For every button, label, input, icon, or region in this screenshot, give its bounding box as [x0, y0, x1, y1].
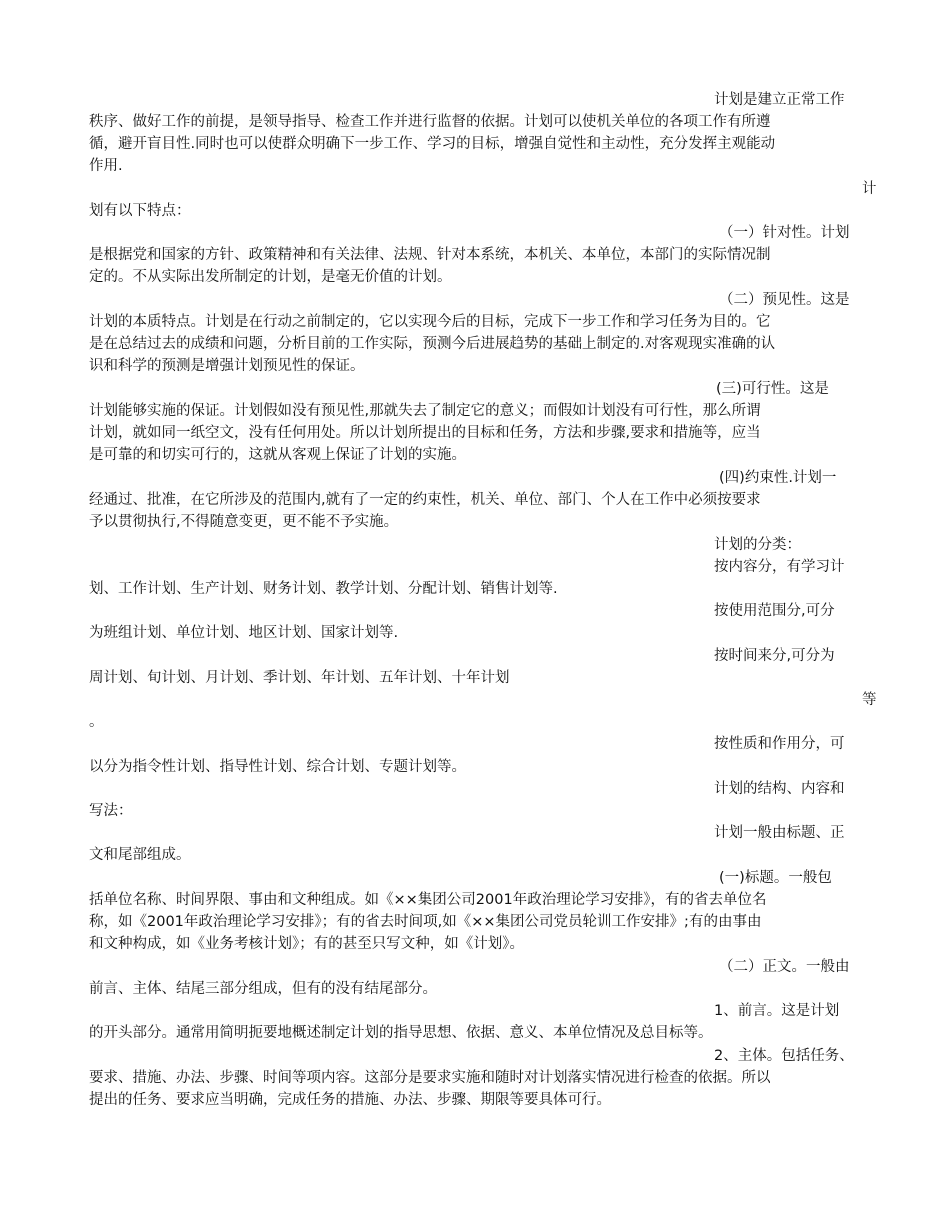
text-line: 作用. — [89, 158, 123, 174]
text-line: 计 — [862, 181, 877, 197]
text-line: 计划，就如同一纸空文，没有任何用处。所以计划所提出的目标和任务，方法和步骤,要求和措施等，应当 — [89, 425, 761, 441]
text-line: 识和科学的预测是增强计划预见性的保证。 — [89, 358, 365, 374]
text-line: 计划的分类： — [714, 537, 801, 553]
text-line: (三)可行性。这是 — [716, 381, 829, 397]
text-line: 提出的任务、要求应当明确，完成任务的措施、办法、步骤、期限等要具体可行。 — [89, 1092, 611, 1108]
text-line: 的开头部分。通常用简明扼要地概述制定计划的指导思想、依据、意义、本单位情况及总目标等。 — [89, 1025, 713, 1041]
text-line: 周计划、旬计划、月计划、季计划、年计划、五年计划、十年计划 — [89, 670, 510, 686]
text-line: 定的。不从实际出发所制定的计划，是毫无价值的计划。 — [89, 269, 452, 285]
text-line: 要求、措施、办法、步骤、时间等项内容。这部分是要求实施和随时对计划落实情况进行检查的依据。所以 — [89, 1070, 771, 1086]
text-line: 2、主体。包括任务、 — [714, 1048, 854, 1064]
text-line: （二）预见性。这是 — [719, 292, 850, 308]
text-line: 经通过、批准，在它所涉及的范围内,就有了一定的约束性，机关、单位、部门、个人在工作中必须按要求 — [89, 492, 761, 508]
text-line: (一)标题。一般包 — [719, 870, 832, 886]
text-line: 按使用范围分,可分 — [714, 603, 835, 619]
text-line: 划有以下特点： — [89, 203, 191, 219]
text-line: （二）正文。一般由 — [719, 959, 850, 975]
text-line: 1、前言。这是计划 — [714, 1003, 840, 1019]
text-line: 秩序、做好工作的前提，是领导指导、检查工作并进行监督的依据。计划可以使机关单位的各项工作有所遵 — [89, 114, 771, 130]
text-line: 计划是建立正常工作 — [714, 92, 845, 108]
text-line: 前言、主体、结尾三部分组成，但有的没有结尾部分。 — [89, 981, 437, 997]
text-line: 等 — [862, 692, 877, 708]
text-line: 是可靠的和切实可行的，这就从客观上保证了计划的实施。 — [89, 447, 466, 463]
text-line: 为班组计划、单位计划、地区计划、国家计划等. — [89, 625, 399, 641]
text-line: 。 — [89, 714, 104, 730]
text-line: 和文种构成，如《业务考核计划》；有的甚至只写文种，如《计划》。 — [89, 936, 524, 952]
text-line: 循，避开盲目性.同时也可以使群众明确下一步工作、学习的目标，增强自觉性和主动性，充分发挥主观能动 — [89, 136, 776, 152]
text-line: 是在总结过去的成绩和问题，分析目前的工作实际，预测今后进展趋势的基础上制定的.对客观现实准确的认 — [89, 336, 776, 352]
text-line: 是根据党和国家的方针、政策精神和有关法律、法规、针对本系统，本机关、本单位，本部门的实际情况制 — [89, 247, 771, 263]
text-line: 写法： — [89, 803, 133, 819]
text-line: (四)约束性.计划一 — [719, 470, 837, 486]
text-line: 文和尾部组成。 — [89, 847, 191, 863]
text-line: 计划的结构、内容和 — [714, 781, 845, 797]
text-line: 按内容分，有学习计 — [714, 559, 845, 575]
text-line: 按时间来分,可分为 — [714, 648, 835, 664]
text-line: 计划一般由标题、正 — [714, 825, 845, 841]
text-line: 计划能够实施的保证。计划假如没有预见性,那就失去了制定它的意义；而假如计划没有可行性，那么所谓 — [89, 403, 761, 419]
text-line: 划、工作计划、生产计划、财务计划、教学计划、分配计划、销售计划等. — [89, 581, 558, 597]
text-line: 予以贯彻执行,不得随意变更，更不能不予实施。 — [89, 514, 399, 530]
text-line: 按性质和作用分，可 — [714, 736, 845, 752]
text-line: 计划的本质特点。计划是在行动之前制定的，它以实现今后的目标，完成下一步工作和学习任务为目的。它 — [89, 314, 771, 330]
text-line: 称，如《2001年政治理论学习安排》；有的省去时间项,如《××集团公司党员轮训工作安排》;有的由事由 — [89, 914, 762, 930]
text-line: 以分为指令性计划、指导性计划、综合计划、专题计划等。 — [89, 759, 466, 775]
text-line: 括单位名称、时间界限、事由和文种组成。如《××集团公司2001年政治理论学习安排》，有的省去单位名 — [89, 892, 767, 908]
text-line: （一）针对性。计划 — [719, 225, 850, 241]
